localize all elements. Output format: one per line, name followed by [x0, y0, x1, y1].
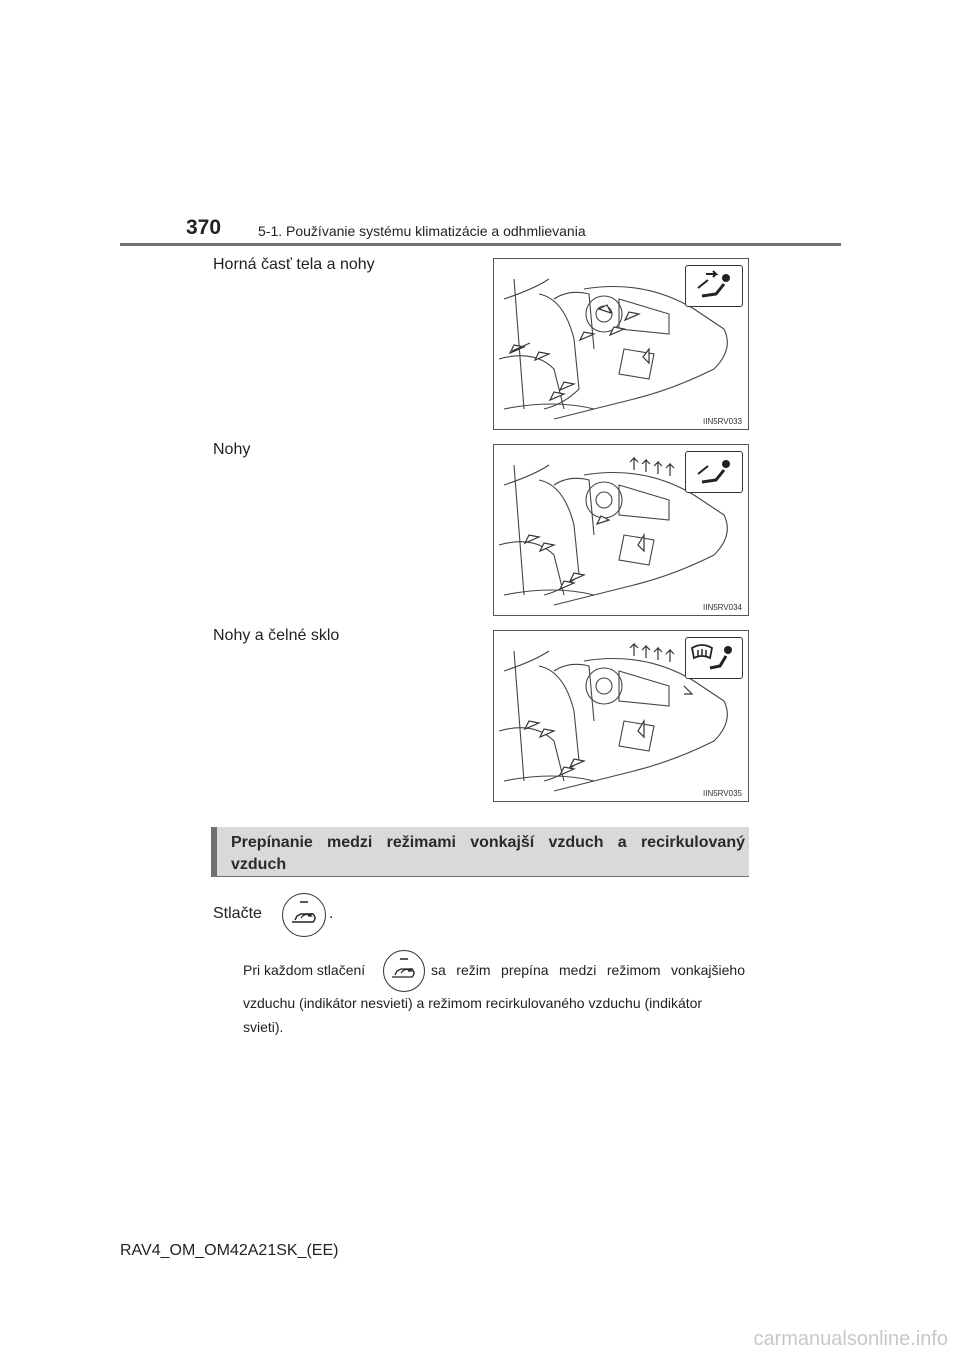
paragraph-text-after: sa režim prepína medzi režimom vonkajšieho	[431, 962, 745, 978]
section-title: 5-1. Používanie systému klimatizácie a odhmlievania	[258, 223, 586, 239]
mode-label-feet: Nohy	[213, 441, 251, 458]
paragraph-rest: vzduchu (indikátor nesvieti) a režimom recirkulovaného vzduchu (indikátor svieti).	[243, 995, 703, 1035]
figure-code: IIN5RV033	[703, 417, 742, 426]
feet-mode-icon	[685, 451, 743, 493]
subsection-banner	[211, 827, 749, 877]
air-recirculation-icon	[282, 893, 326, 937]
paragraph-text-before: Pri každom stlačení	[243, 962, 366, 978]
face-and-feet-mode-icon	[685, 265, 743, 307]
air-recirculation-icon	[383, 950, 425, 992]
figure-feet-windshield	[493, 630, 749, 802]
feet-and-windshield-mode-icon	[685, 637, 743, 679]
figure-upper-body-feet	[493, 258, 749, 430]
subsection-title: Prepínanie medzi režimami vonkajší vzduch a recirkulovaný vzduch	[231, 834, 745, 873]
manual-id: RAV4_OM_OM42A21SK_(EE)	[120, 1242, 339, 1259]
mode-label-feet-windshield: Nohy a čelné sklo	[213, 627, 340, 644]
header-divider	[120, 243, 841, 246]
press-instruction	[213, 905, 262, 923]
figure-feet	[493, 444, 749, 616]
mode-label-upper-body-feet: Horná časť tela a nohy	[213, 256, 375, 273]
watermark: carmanualsonline.info	[753, 1328, 948, 1350]
figure-code: IIN5RV035	[703, 789, 742, 798]
press-suffix: .	[329, 905, 334, 922]
figure-code: IIN5RV034	[703, 603, 742, 612]
page-number: 370	[186, 216, 222, 239]
press-label: Stlačte	[213, 905, 262, 922]
